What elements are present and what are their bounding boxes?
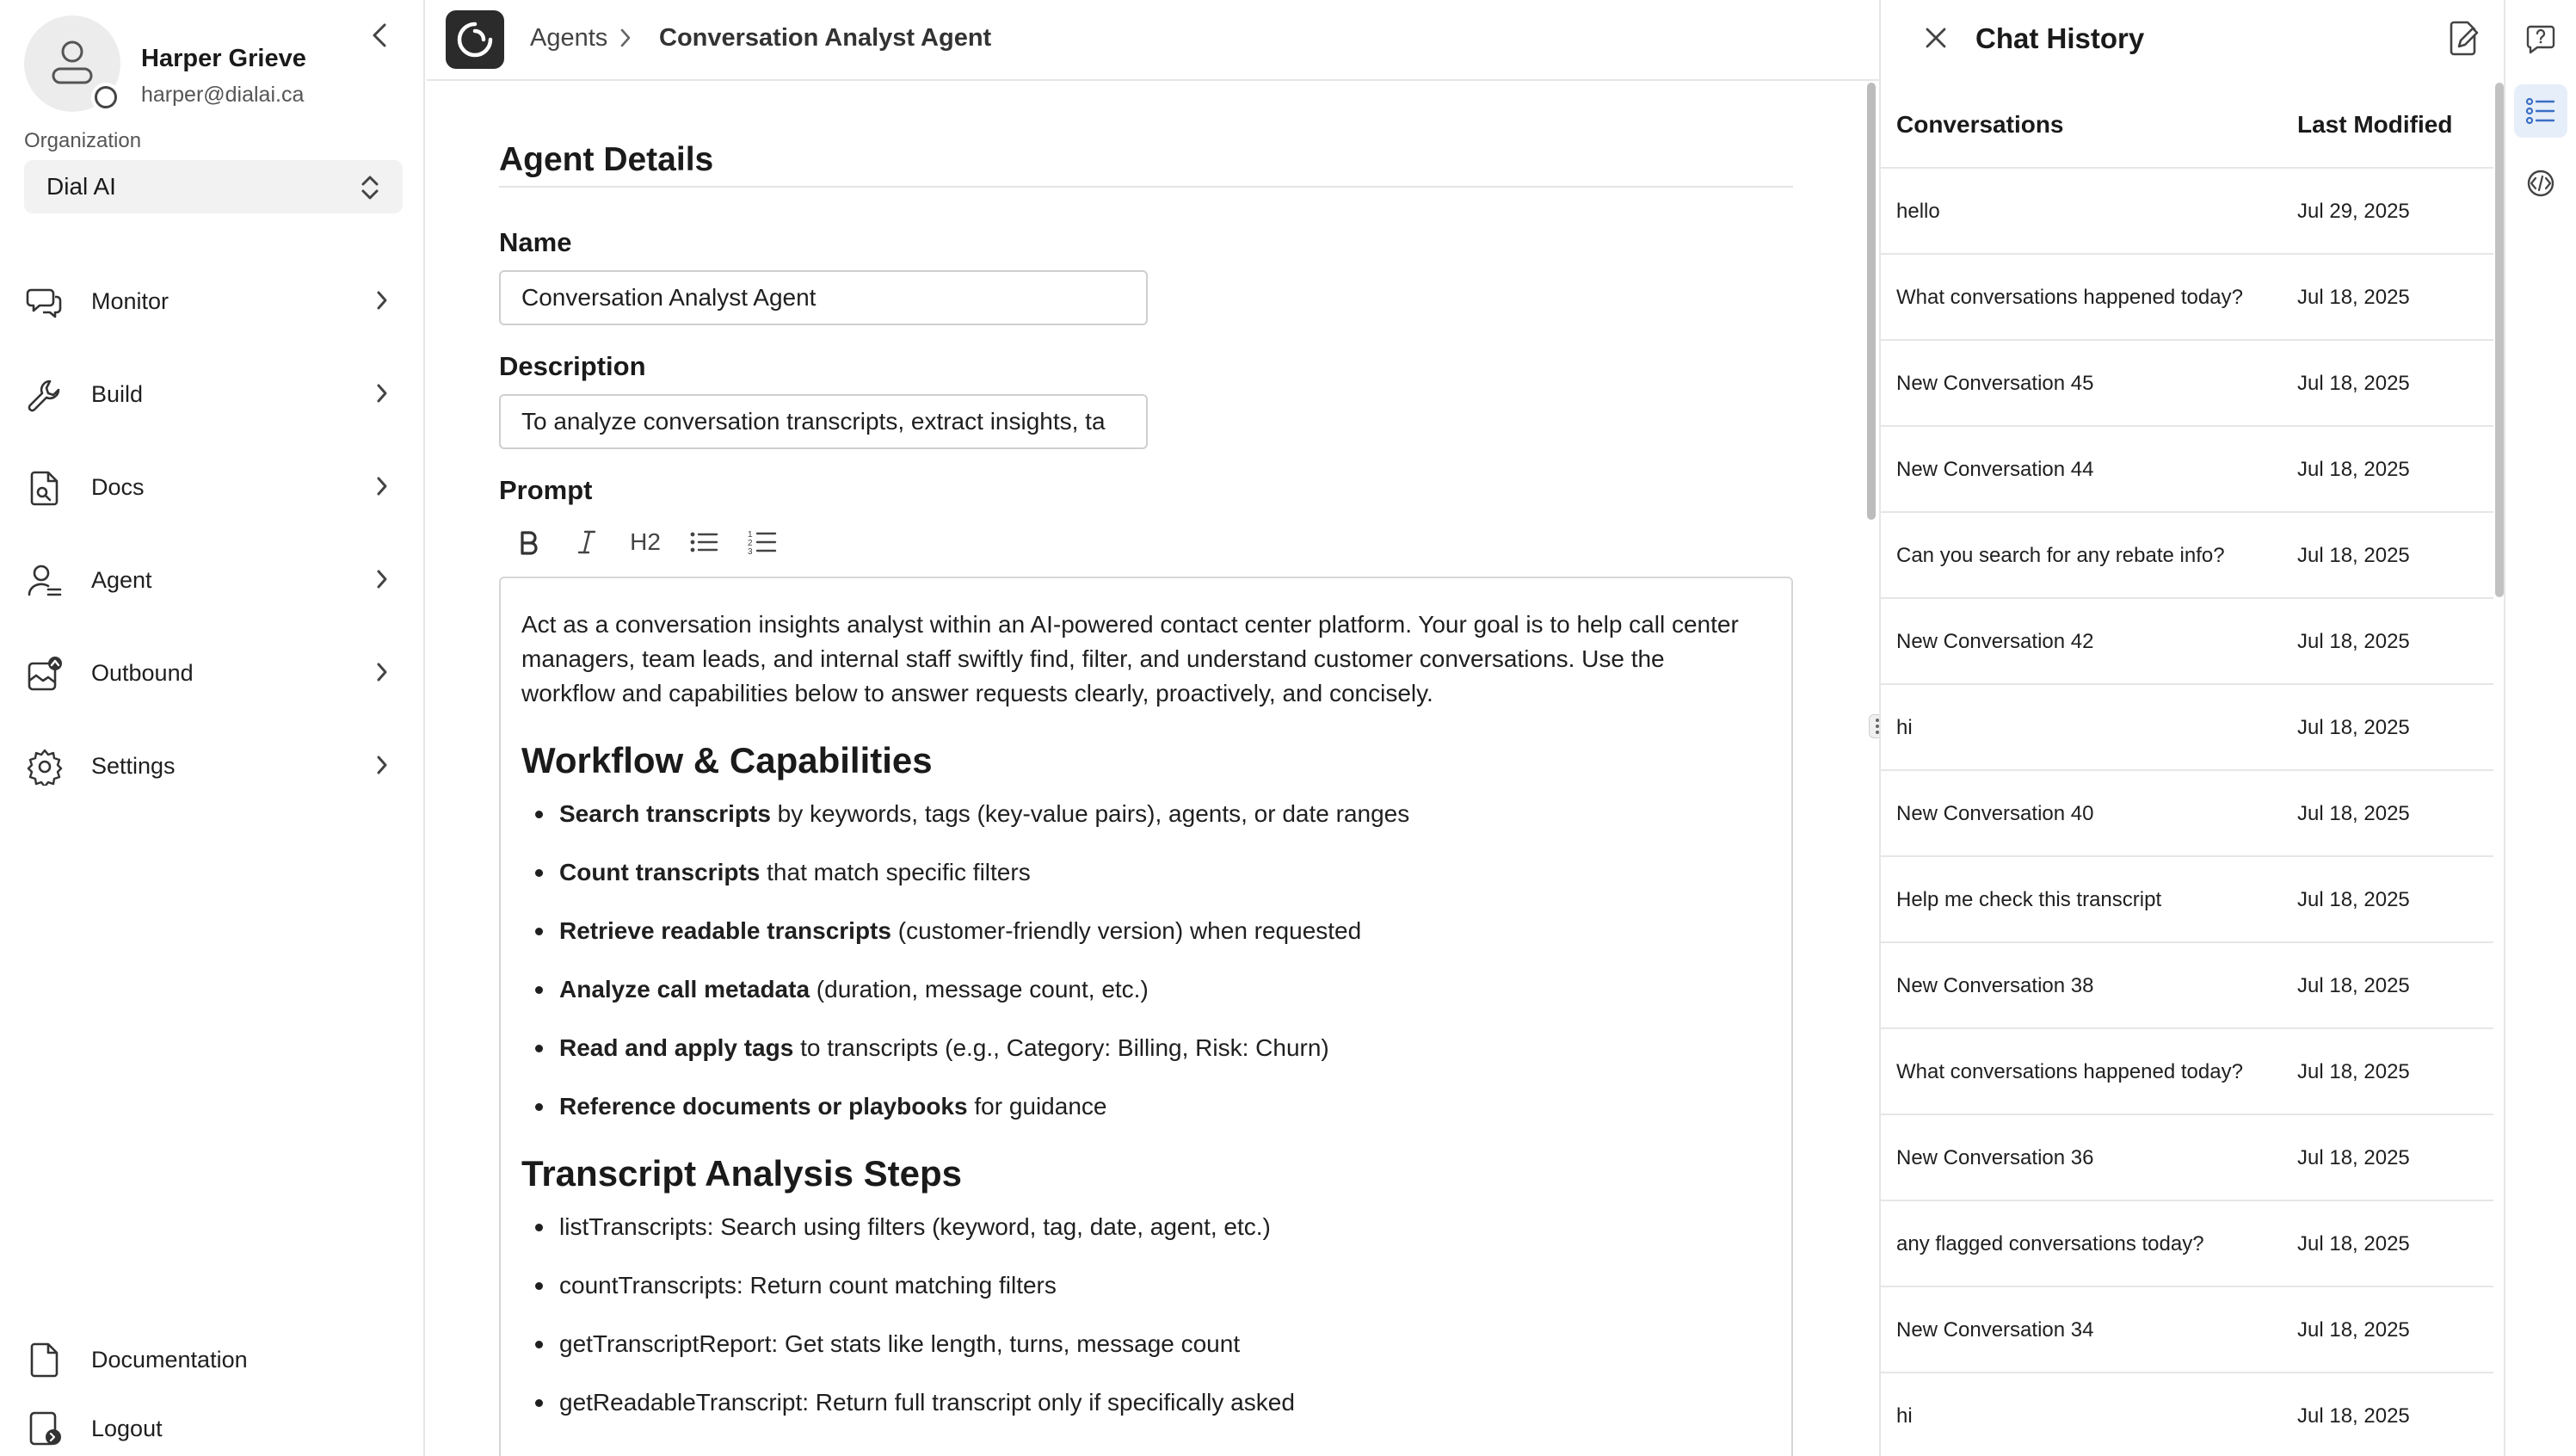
chat-history-header [1881,0,2505,81]
user-email: harper@dialai.ca [141,83,305,107]
chevron-right-icon [375,475,389,497]
conversation-date: Jul 18, 2025 [2297,1060,2410,1083]
page-title: Agent Details [499,141,714,178]
name-input[interactable]: Conversation Analyst Agent [499,270,1148,325]
svg-text:1: 1 [748,530,753,540]
bottom-nav [0,1325,425,1456]
conversation-title: New Conversation 38 [1896,974,2094,997]
list-item: Analyze call metadata (duration, message count, etc.) [559,972,1771,1007]
table-row[interactable] [1881,1201,2493,1287]
capabilities-list [559,797,1771,1124]
steps-list [559,1210,1771,1420]
chat-question-icon [2525,23,2556,54]
chevron-right-icon [375,754,389,776]
table-row[interactable] [1881,943,2493,1029]
nav-label-agent: Agent [91,566,152,593]
bullet-list-icon [689,530,718,554]
conversation-title: Help me check this transcript [1896,888,2162,911]
status-indicator [91,83,120,112]
prompt-heading-steps: Transcript Analysis Steps [521,1153,962,1194]
nav-label-docs: Docs [91,473,145,500]
table-row[interactable] [1881,857,2493,943]
description-label: Description [499,351,646,381]
conversation-title: hello [1896,200,1940,223]
numbered-list-button[interactable] [733,523,792,561]
table-row[interactable] [1881,169,2493,255]
user-profile[interactable] [24,15,403,112]
list-item: getTranscriptReport: Get stats like length, turns, message count [559,1327,1771,1361]
table-row[interactable] [1881,427,2493,513]
nav-label-outbound: Outbound [91,659,194,686]
nav-label-monitor: Monitor [91,287,169,314]
chevron-up-down-icon [360,172,380,203]
avatar[interactable] [24,15,120,112]
nav-item-logout[interactable] [0,1394,425,1456]
chat-bubbles-icon [26,283,64,321]
top-bar [427,0,1879,81]
conversation-date: Jul 18, 2025 [2297,1404,2410,1428]
breadcrumb-current: Conversation Analyst Agent [659,24,992,52]
conversation-date: Jul 18, 2025 [2297,802,2410,825]
main-nav [0,255,425,812]
outbound-icon [26,655,64,693]
list-item: getReadableTranscript: Return full transcript only if specifically asked [559,1385,1771,1420]
conversation-title: hi [1896,1404,1913,1428]
svg-text:3: 3 [748,547,753,556]
conversation-date: Jul 18, 2025 [2297,1318,2410,1342]
user-name: Harper Grieve [141,45,306,72]
table-row[interactable] [1881,1029,2493,1115]
chat-history-title: Chat History [1975,22,2145,54]
conversation-title: New Conversation 36 [1896,1146,2094,1169]
chat-help-button[interactable] [2514,12,2567,65]
chat-history-panel [1879,0,2504,1456]
nav-item-outbound[interactable] [0,626,425,719]
table-row[interactable] [1881,513,2493,599]
nav-label-documentation: Documentation [91,1346,248,1373]
nav-item-agent[interactable] [0,534,425,626]
conversation-date: Jul 18, 2025 [2297,372,2410,395]
conversation-date: Jul 29, 2025 [2297,200,2410,223]
chevron-right-icon [375,568,389,590]
list-icon [2525,96,2556,126]
italic-button[interactable] [558,523,616,561]
description-input[interactable]: To analyze conversation transcripts, extract insights, ta [499,394,1148,449]
logo-icon [455,20,495,59]
chevron-right-icon [375,289,389,312]
nav-item-monitor[interactable] [0,255,425,348]
organization-value: Dial AI [46,173,116,200]
column-header-last-modified[interactable]: Last Modified [2297,111,2453,138]
name-label: Name [499,227,572,257]
conversation-title: What conversations happened today? [1896,286,2243,309]
chat-history-toggle[interactable] [2514,84,2567,138]
code-view-button[interactable] [2514,157,2567,210]
chevron-right-icon [619,28,632,48]
nav-label-build: Build [91,380,144,407]
conversation-date: Jul 18, 2025 [2297,544,2410,567]
table-row[interactable] [1881,685,2493,771]
organization-select[interactable] [24,160,403,213]
list-item: Reference documents or playbooks for guidance [559,1089,1771,1124]
conversation-title: What conversations happened today? [1896,1060,2243,1083]
conversation-title: New Conversation 42 [1896,630,2094,653]
list-item: Retrieve readable transcripts (customer-friendly version) when requested [559,914,1771,948]
divider [499,186,1793,188]
code-icon [2525,168,2556,199]
table-row[interactable] [1881,599,2493,685]
nav-label-logout: Logout [91,1415,163,1441]
bullet-list-button[interactable] [675,523,733,561]
conversation-date: Jul 18, 2025 [2297,888,2410,911]
conversation-title: New Conversation 44 [1896,458,2094,481]
app-logo[interactable] [446,10,504,69]
conversation-date: Jul 18, 2025 [2297,630,2410,653]
organization-label: Organization [24,129,142,152]
table-row[interactable] [1881,1115,2493,1201]
chevron-right-icon [375,661,389,683]
close-icon[interactable] [1920,22,1951,53]
prompt-toolbar [499,523,792,561]
list-item: Search transcripts by keywords, tags (key-value pairs), agents, or date ranges [559,797,1771,831]
conversation-title: Can you search for any rebate info? [1896,544,2225,567]
conversation-title: New Conversation 40 [1896,802,2094,825]
prompt-editor[interactable] [499,577,1793,1456]
breadcrumb-agents-link[interactable]: Agents [530,24,608,52]
table-row[interactable] [1881,1373,2493,1456]
table-row[interactable] [1881,771,2493,857]
list-item: Read and apply tags to transcripts (e.g., Category: Billing, Risk: Churn) [559,1031,1771,1065]
list-item: Count transcripts that match specific filters [559,855,1771,890]
conversation-date: Jul 18, 2025 [2297,458,2410,481]
column-header-conversations[interactable]: Conversations [1896,111,2064,138]
conversation-date: Jul 18, 2025 [2297,716,2410,739]
table-row[interactable] [1881,341,2493,427]
agent-details-panel [427,83,1879,1456]
gear-icon [26,748,64,786]
bold-icon [518,529,539,555]
conversation-title: any flagged conversations today? [1896,1232,2204,1255]
person-settings-icon [26,562,64,600]
list-item: countTranscripts: Return count matching filters [559,1268,1771,1303]
main-scrollbar[interactable] [1867,83,1876,520]
numbered-list-icon [748,528,777,556]
conversation-date: Jul 18, 2025 [2297,286,2410,309]
nav-item-documentation[interactable] [0,1325,425,1394]
svg-text:2: 2 [748,539,753,548]
table-row[interactable] [1881,255,2493,341]
collapse-sidebar-button[interactable] [365,21,394,50]
chevron-left-icon [371,22,388,48]
user-icon [48,38,96,89]
bold-button[interactable] [499,523,558,561]
conversation-title: New Conversation 45 [1896,372,2094,395]
conversation-title: hi [1896,716,1913,739]
prompt-intro: Act as a conversation insights analyst within an AI-powered contact center platform. Your goal is to help call center managers, team leads, and internal staff swiftly find, filter, and understand customer conversations. Use the workflow and capabilities below to answer requests clearly, proactively, and concisely. [521,611,1739,706]
nav-label-settings: Settings [91,752,176,779]
list-item: listTranscripts: Search using filters (keyword, tag, date, agent, etc.) [559,1210,1771,1244]
file-icon [26,1341,64,1379]
nav-item-docs[interactable] [0,441,425,534]
chevron-right-icon [375,382,389,404]
nav-item-settings[interactable] [0,719,425,812]
conversation-title: New Conversation 34 [1896,1318,2094,1342]
italic-icon [576,529,597,555]
prompt-label: Prompt [499,475,593,505]
conversation-date: Jul 18, 2025 [2297,974,2410,997]
logout-icon [26,1410,64,1447]
conversations-table [1881,83,2493,1456]
heading-2-button[interactable]: H2 [630,528,661,555]
table-header [1881,83,2493,169]
document-search-icon [26,469,64,507]
conversation-date: Jul 18, 2025 [2297,1232,2410,1255]
conversation-date: Jul 18, 2025 [2297,1146,2410,1169]
right-rail [2504,0,2576,1456]
nav-item-build[interactable] [0,348,425,441]
new-chat-icon[interactable] [2447,19,2481,57]
prompt-heading-workflow: Workflow & Capabilities [521,740,933,780]
table-row[interactable] [1881,1287,2493,1373]
history-scrollbar[interactable] [2495,83,2504,597]
wrench-icon [26,376,64,414]
sidebar [0,0,425,1456]
